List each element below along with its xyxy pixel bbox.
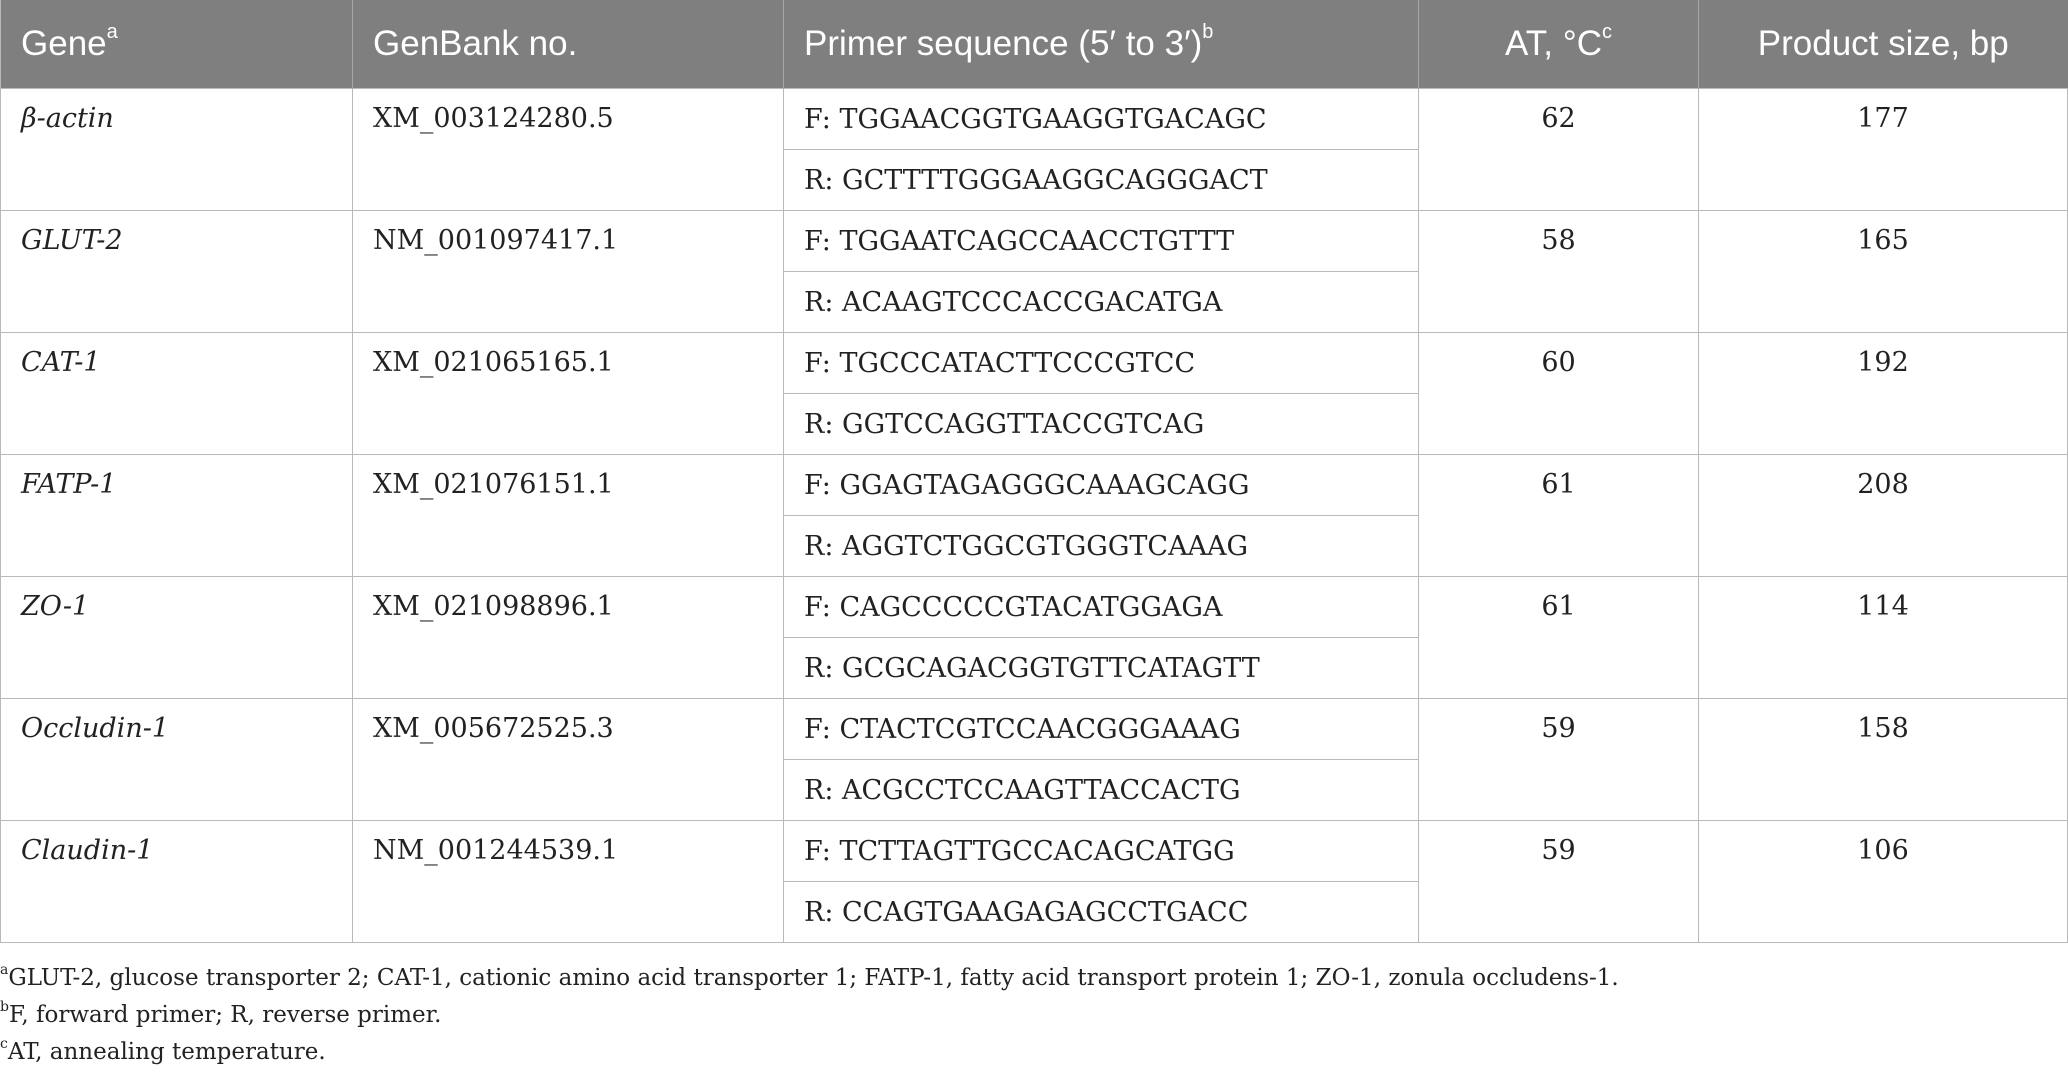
genbank-cell: NM_001244539.1 [353,821,784,943]
footnote-c: $^c$AT, annealing temperature. [0,1036,326,1065]
table-row [1,455,2068,516]
gene-cell: Claudin-1 [1,821,353,943]
product-size-cell: 165 [1699,211,2068,333]
table-row [1,333,2068,394]
forward-primer-cell: F: TGGAATCAGCCAACCTGTTT [784,211,1419,272]
annealing-temp-cell: 61 [1419,577,1699,699]
gene-cell: β-actin [1,89,353,211]
product-size-cell: 114 [1699,577,2068,699]
annealing-temp-cell: 59 [1419,821,1699,943]
genbank-cell: XM_021065165.1 [353,333,784,455]
header-gene: Gene$^a$ [1,0,353,89]
annealing-temp-cell: 59 [1419,699,1699,821]
header-row [1,0,2068,89]
genbank-cell: XM_003124280.5 [353,89,784,211]
genbank-cell: XM_021076151.1 [353,455,784,577]
genbank-cell: XM_021098896.1 [353,577,784,699]
genbank-cell: XM_005672525.3 [353,699,784,821]
gene-cell: CAT-1 [1,333,353,455]
product-size-cell: 208 [1699,455,2068,577]
gene-cell: GLUT-2 [1,211,353,333]
table-row [1,89,2068,150]
forward-primer-cell: F: GGAGTAGAGGGCAAAGCAGG [784,455,1419,516]
footnote-a: $^a$GLUT-2, glucose transporter 2; CAT-1, cationic amino acid transporter 1; FATP-1, fatty acid transport protein 1; ZO-1, zonula occludens-1. [0,962,1619,991]
reverse-primer-cell: R: GCGCAGACGGTGTTCATAGTT [784,638,1419,699]
forward-primer-cell: F: TGCCCATACTTCCCGTCC [784,333,1419,394]
annealing-temp-cell: 62 [1419,89,1699,211]
annealing-temp-cell: 60 [1419,333,1699,455]
reverse-primer-cell: R: ACAAGTCCCACCGACATGA [784,272,1419,333]
table-row [1,577,2068,638]
product-size-cell: 158 [1699,699,2068,821]
reverse-primer-cell: R: AGGTCTGGCGTGGGTCAAAG [784,516,1419,577]
annealing-temp-cell: 58 [1419,211,1699,333]
reverse-primer-cell: R: ACGCCTCCAAGTTACCACTG [784,760,1419,821]
header-product-size: Product size, bp [1699,0,2068,89]
product-size-cell: 106 [1699,821,2068,943]
reverse-primer-cell: R: GCTTTTGGGAAGGCAGGGACT [784,150,1419,211]
product-size-cell: 177 [1699,89,2068,211]
header-primer-sequence: Primer sequence (5′ to 3′)$^b$ [784,0,1419,89]
header-annealing-temp: AT, $^\circ C^c$ [1419,0,1699,89]
forward-primer-cell: F: CTACTCGTCCAACGGGAAAG [784,699,1419,760]
table-row [1,211,2068,272]
gene-cell: ZO-1 [1,577,353,699]
genbank-cell: NM_001097417.1 [353,211,784,333]
table-row [1,699,2068,760]
forward-primer-cell: F: TCTTAGTTGCCACAGCATGG [784,821,1419,882]
product-size-cell: 192 [1699,333,2068,455]
forward-primer-cell: F: TGGAACGGTGAAGGTGACAGC [784,89,1419,150]
header-genbank: GenBank no. [353,0,784,89]
reverse-primer-cell: R: CCAGTGAAGAGAGCCTGACC [784,882,1419,943]
gene-cell: Occludin-1 [1,699,353,821]
footnote-b: $^b$F, forward primer; R, reverse primer. [0,999,442,1028]
reverse-primer-cell: R: GGTCCAGGTTACCGTCAG [784,394,1419,455]
table-row [1,821,2068,882]
footnotes [0,960,2060,1071]
gene-cell: FATP-1 [1,455,353,577]
annealing-temp-cell: 61 [1419,455,1699,577]
forward-primer-cell: F: CAGCCCCCGTACATGGAGA [784,577,1419,638]
